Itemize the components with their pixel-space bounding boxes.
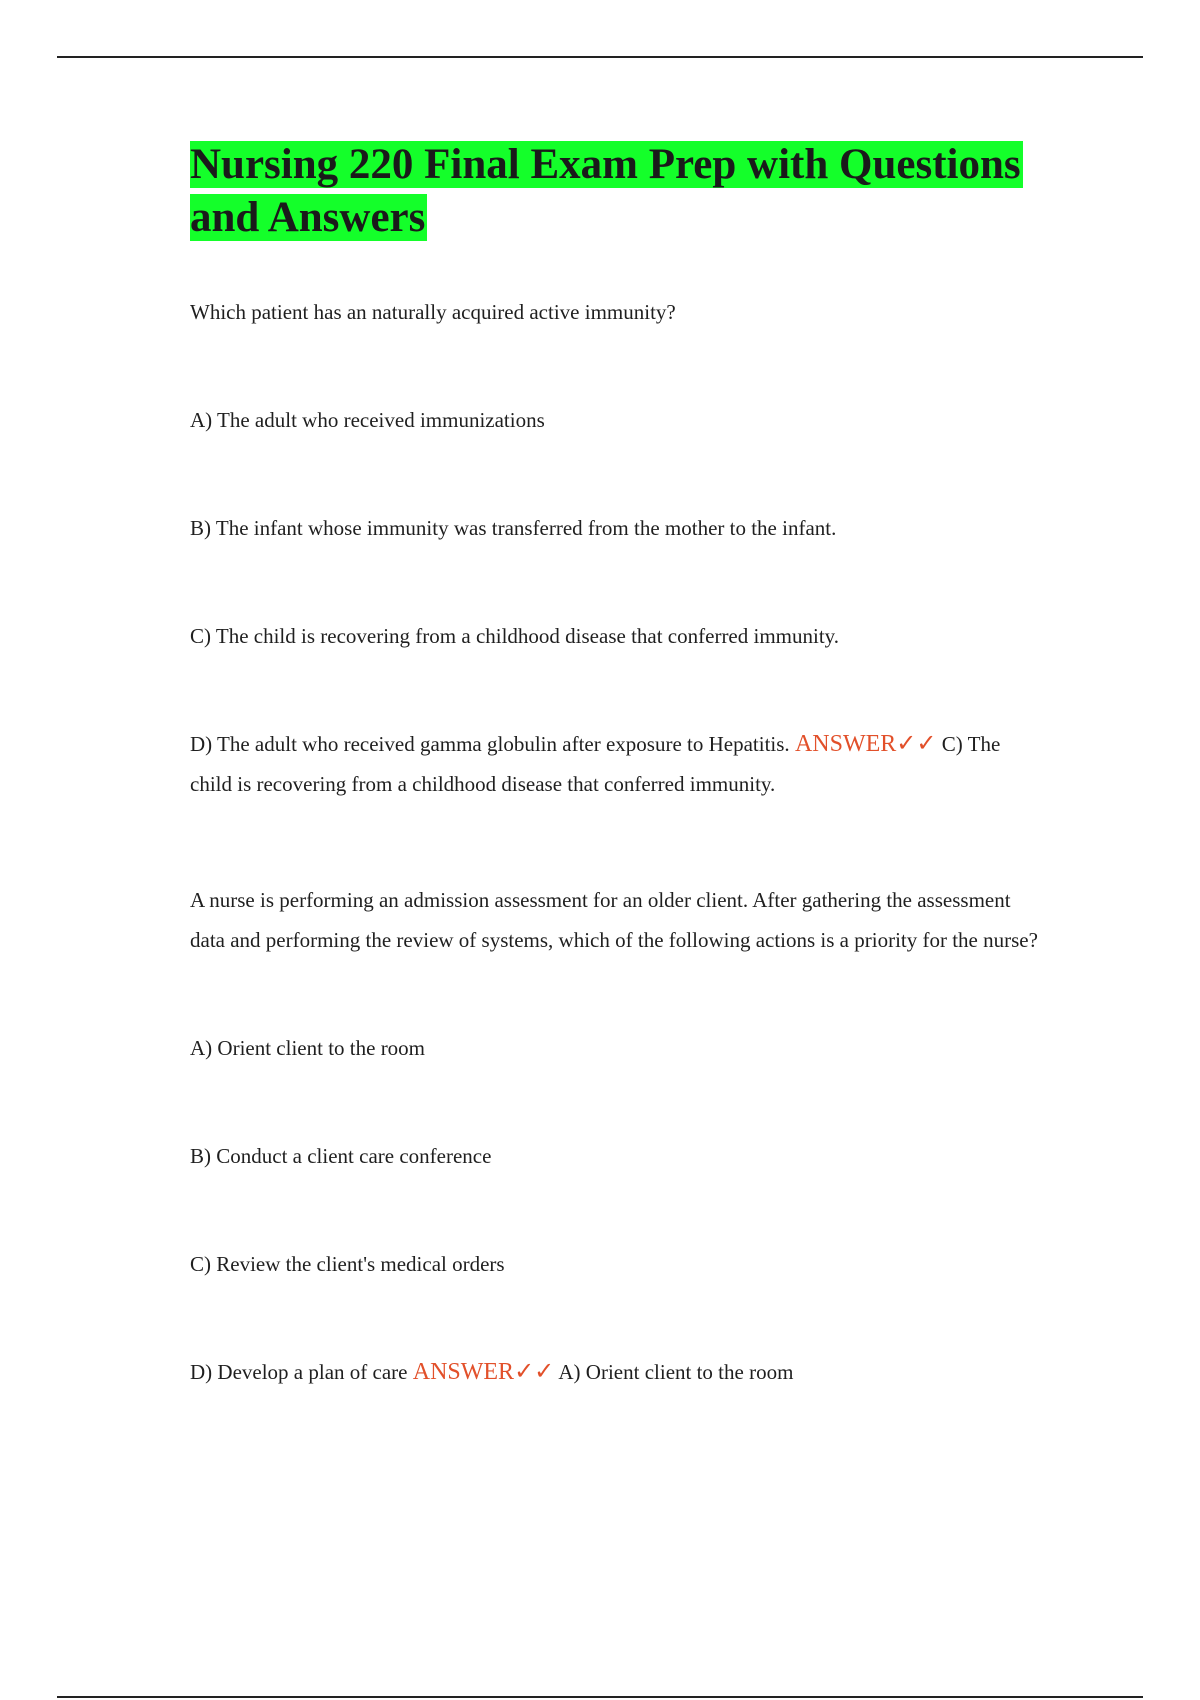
question-1-stem: Which patient has an naturally acquired active immunity?: [190, 300, 676, 324]
question-1-option-d: D) The adult who received gamma globulin after exposure to Hepatitis.: [190, 732, 790, 756]
question-1-option-b: B) The infant whose immunity was transferred from the mother to the infant.: [190, 516, 837, 540]
title-highlight: Nursing 220 Final Exam Prep with Questions and Answers: [190, 141, 1021, 241]
question-2-option-b: B) Conduct a client care conference: [190, 1144, 492, 1168]
question-1-option-d-with-answer: [190, 724, 1040, 804]
bottom-rule: [57, 1696, 1143, 1698]
question-1-answer-label: ANSWER✓✓: [794, 731, 937, 757]
question-1-answer: C) The child is recovering from a childhood disease that conferred immunity.: [190, 732, 1001, 796]
question-2-option-a: A) Orient client to the room: [190, 1036, 426, 1060]
question-1-option-c: C) The child is recovering from a childhood disease that conferred immunity.: [190, 624, 840, 648]
question-2-stem: A nurse is performing an admission assessment for an older client. After gathering the assessment data and performing the review of systems, which of the following actions is a priority for the nurse?: [190, 888, 1038, 952]
document-title: [190, 138, 1040, 244]
question-2-option-d-with-answer: [190, 1352, 1040, 1392]
question-1-option-a: A) The adult who received immunizations: [190, 408, 545, 432]
question-2-option-d: D) Develop a plan of care: [190, 1360, 408, 1384]
question-2-answer-label: ANSWER✓✓: [412, 1359, 555, 1385]
question-2-option-c: C) Review the client's medical orders: [190, 1252, 505, 1276]
document-content: [190, 138, 1040, 1392]
top-rule: [57, 56, 1143, 58]
question-2-answer: A) Orient client to the room: [558, 1360, 794, 1384]
